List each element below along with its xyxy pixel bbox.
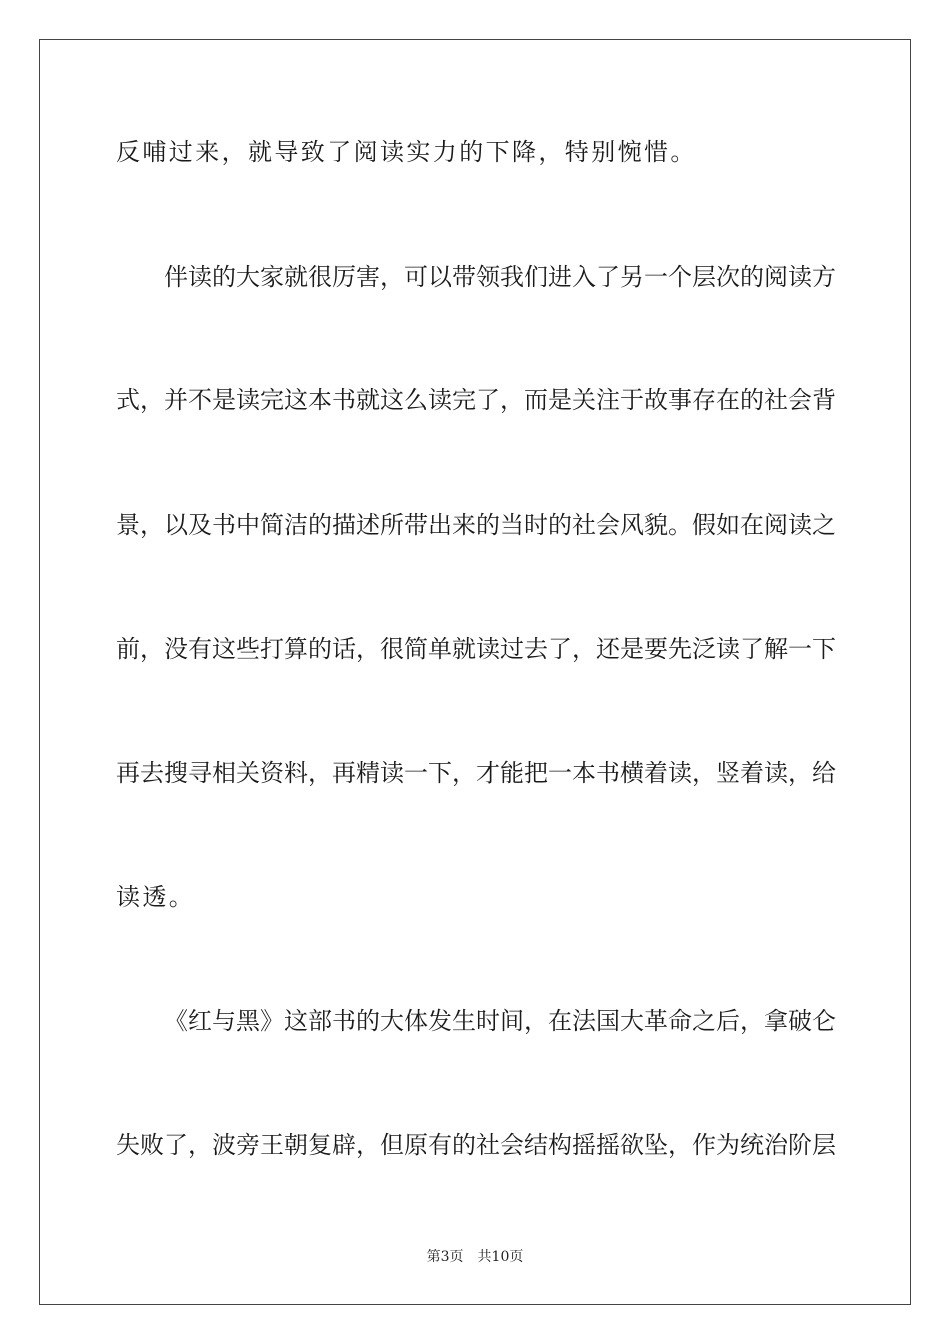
page-number: 第3页 xyxy=(426,1249,464,1265)
text-line-8: 《红与黑》这部书的大体发生时间，在法国大革命之后，拿破仑 xyxy=(164,1007,836,1035)
page-total: 共10页 xyxy=(477,1249,524,1265)
text-line-6: 再去搜寻相关资料，再精读一下，才能把一本书横着读，竖着读，给 xyxy=(116,759,836,787)
page-border xyxy=(39,39,911,1305)
text-line-3: 式，并不是读完这本书就这么读完了，而是关注于故事存在的社会背 xyxy=(116,386,836,414)
text-line-2: 伴读的大家就很厉害，可以带领我们进入了另一个层次的阅读方 xyxy=(164,263,836,291)
text-line-7: 读透。 xyxy=(116,883,196,911)
text-line-1: 反哺过来，就导致了阅读实力的下降，特别惋惜。 xyxy=(116,138,697,166)
page-footer xyxy=(0,1248,950,1266)
text-line-9: 失败了，波旁王朝复辟，但原有的社会结构摇摇欲坠，作为统治阶层 xyxy=(116,1131,836,1159)
text-line-5: 前，没有这些打算的话，很简单就读过去了，还是要先泛读了解一下 xyxy=(116,635,836,663)
text-line-4: 景，以及书中简洁的描述所带出来的当时的社会风貌。假如在阅读之 xyxy=(116,511,836,539)
